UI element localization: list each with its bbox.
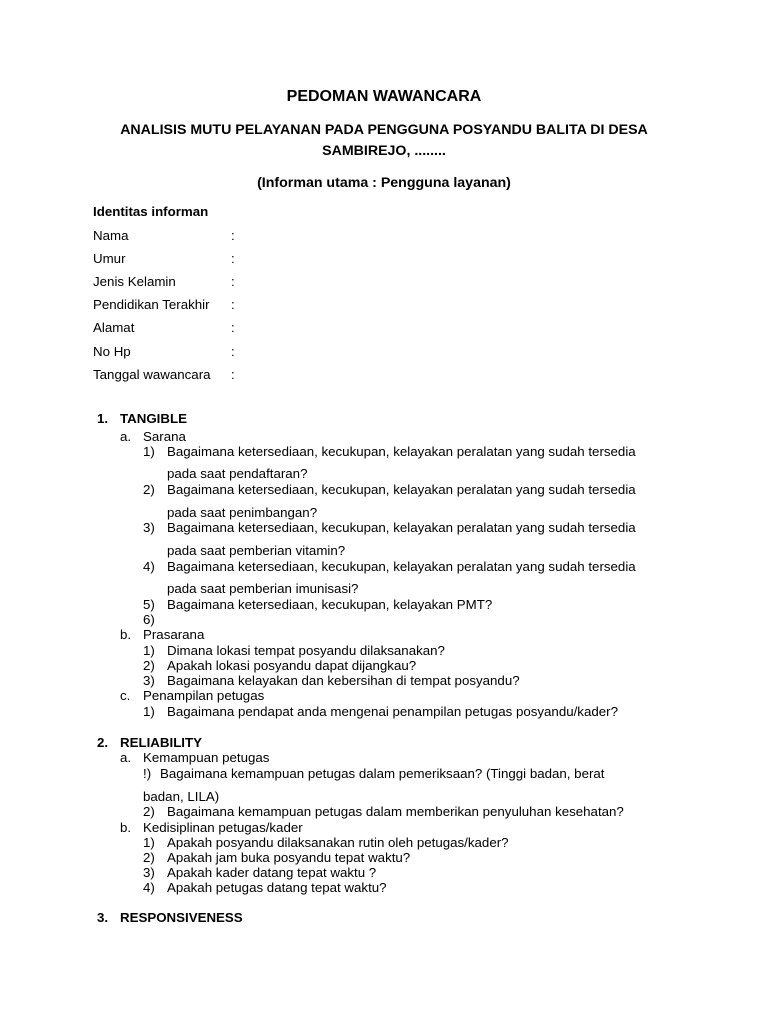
item-text: Bagaimana kemampuan petugas dalam pemeriksaan? (Tinggi badan, berat <box>160 766 605 781</box>
sub-letter: b. <box>120 820 132 835</box>
identity-colon: : <box>231 274 235 289</box>
item-text: Apakah posyandu dilaksanakan rutin oleh petugas/kader? <box>167 835 509 850</box>
identity-label-tanggal: Tanggal wawancara <box>93 367 211 382</box>
item-text-continued: pada saat penimbangan? <box>167 505 318 520</box>
item-number: 4) <box>143 559 155 574</box>
identity-colon: : <box>231 344 235 359</box>
sub-label-sarana: Sarana <box>143 429 186 444</box>
item-number: 1) <box>143 835 155 850</box>
identity-label-nama: Nama <box>93 228 129 243</box>
informant-type: (Informan utama : Pengguna layanan) <box>257 175 511 191</box>
identity-colon: : <box>231 320 235 335</box>
item-number: 2) <box>143 482 155 497</box>
sub-letter: a. <box>120 429 132 444</box>
document-subtitle-line2: SAMBIREJO, ........ <box>322 143 446 159</box>
item-number: 3) <box>143 673 155 688</box>
identity-label-pendidikan: Pendidikan Terakhir <box>93 297 210 312</box>
item-text: Apakah kader datang tepat waktu ? <box>167 865 377 880</box>
item-number: 2) <box>143 658 155 673</box>
document-subtitle-line1: ANALISIS MUTU PELAYANAN PADA PENGGUNA POSYANDU BALITA DI DESA <box>120 122 648 138</box>
item-number: 2) <box>143 850 155 865</box>
item-number: 4) <box>143 880 155 895</box>
item-text-continued: pada saat pemberian vitamin? <box>167 543 346 558</box>
identity-heading: Identitas informan <box>93 204 209 219</box>
item-text-continued: pada saat pendaftaran? <box>167 466 308 481</box>
item-number: 1) <box>143 643 155 658</box>
item-text-continued: badan, LILA) <box>143 789 220 804</box>
section-title-tangible: TANGIBLE <box>120 411 187 426</box>
item-text: Bagaimana kelayakan dan kebersihan di tempat posyandu? <box>167 673 520 688</box>
item-number: 1) <box>143 444 155 459</box>
section-title-responsiveness: RESPONSIVENESS <box>120 910 243 925</box>
item-text: Bagaimana ketersediaan, kecukupan, kelayakan peralatan yang sudah tersedia <box>167 559 636 574</box>
identity-colon: : <box>231 367 235 382</box>
item-number: 1) <box>143 704 155 719</box>
sub-label-kemampuan: Kemampuan petugas <box>143 750 270 765</box>
item-number: 3) <box>143 865 155 880</box>
identity-colon: : <box>231 297 235 312</box>
item-text: Bagaimana ketersediaan, kecukupan, kelayakan peralatan yang sudah tersedia <box>167 444 636 459</box>
item-text: Dimana lokasi tempat posyandu dilaksanakan? <box>167 643 445 658</box>
item-text: Bagaimana kemampuan petugas dalam memberikan penyuluhan kesehatan? <box>167 804 624 819</box>
item-number: 2) <box>143 804 155 819</box>
section-number: 3. <box>97 910 109 925</box>
identity-colon: : <box>231 228 235 243</box>
item-text: Bagaimana ketersediaan, kecukupan, kelayakan peralatan yang sudah tersedia <box>167 520 636 535</box>
sub-label-prasarana: Prasarana <box>143 627 205 642</box>
item-text: Apakah jam buka posyandu tepat waktu? <box>167 850 411 865</box>
item-text: Apakah lokasi posyandu dapat dijangkau? <box>167 658 417 673</box>
item-number: 3) <box>143 520 155 535</box>
sub-letter: c. <box>120 688 131 703</box>
item-text: Bagaimana ketersediaan, kecukupan, kelayakan peralatan yang sudah tersedia <box>167 482 636 497</box>
document-title: PEDOMAN WAWANCARA <box>286 88 482 105</box>
identity-label-jenis-kelamin: Jenis Kelamin <box>93 274 176 289</box>
item-text: Bagaimana ketersediaan, kecukupan, kelayakan PMT? <box>167 597 493 612</box>
item-text-continued: pada saat pemberian imunisasi? <box>167 581 359 596</box>
identity-label-no-hp: No Hp <box>93 344 131 359</box>
sub-label-kedisiplinan: Kedisiplinan petugas/kader <box>143 820 303 835</box>
sub-letter: a. <box>120 750 132 765</box>
item-number: 5) <box>143 597 155 612</box>
sub-label-penampilan: Penampilan petugas <box>143 688 265 703</box>
item-number: !) <box>143 766 152 781</box>
identity-label-umur: Umur <box>93 251 126 266</box>
item-text: Apakah petugas datang tepat waktu? <box>167 880 387 895</box>
section-number: 2. <box>97 735 109 750</box>
section-title-reliability: RELIABILITY <box>120 735 202 750</box>
identity-label-alamat: Alamat <box>93 320 135 335</box>
item-text: Bagaimana pendapat anda mengenai penampilan petugas posyandu/kader? <box>167 704 618 719</box>
item-number: 6) <box>143 612 155 627</box>
sub-letter: b. <box>120 627 132 642</box>
identity-colon: : <box>231 251 235 266</box>
section-number: 1. <box>97 411 109 426</box>
